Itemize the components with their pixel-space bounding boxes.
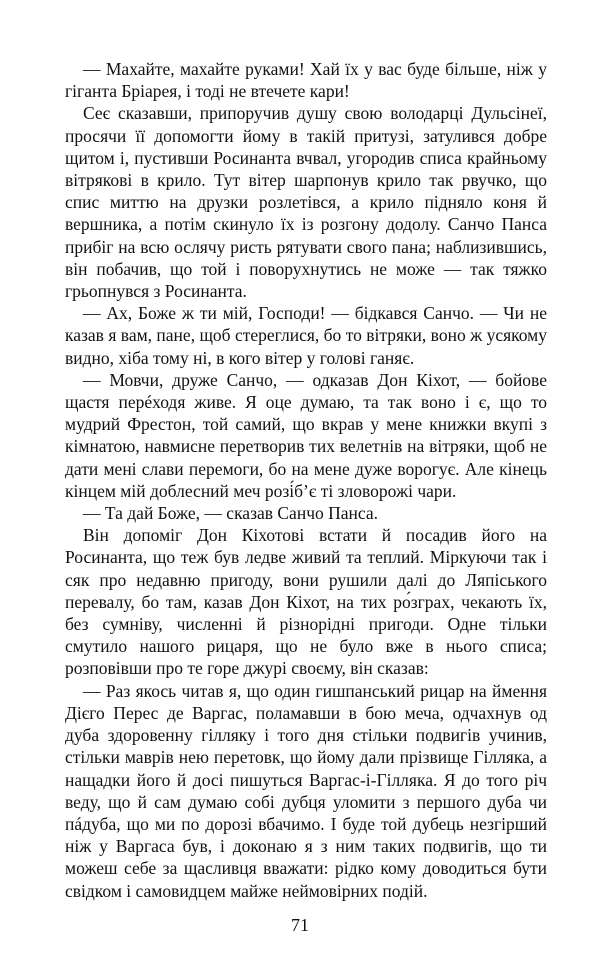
paragraph: Сеє сказавши, припоручив душу свою володарці Дульсінеї, просячи її допомогти йому в такій притузі, затулився добре щитом і, пустивши Росинанта вчвал, угородив списа крайньому вітрякові в крило. Тут вітер шарпонув крило так рвучко, що спис миттю на друзки розлетівся, а крило підняло коня й вершника, а потім скинуло їх із розгону додолу. Санчо Панса прибіг на всю ослячу ристь рятувати свого пана; наблизившись, він побачив, що той і поворухнутись не може — так тяжко грьопнувся з Росинанта.: [65, 103, 547, 302]
paragraph: — Мовчи, друже Санчо, — одказав Дон Кіхот, — бойове щастя перéходя живе. Я оце думаю, та так воно і є, що то мудрий Фрестон, той самий, що вкрав у мене книжки вкупі з кімнатою, навмисне перетворив тих велетнів на вітряки, щоб не дати мені слави перемоги, бо на мене дуже ворогує. Але кінець кінцем мій доблесний меч розі́б’є ті зловорожі чари.: [65, 369, 547, 501]
paragraph: — Та дай Боже, — сказав Санчо Панса.: [83, 503, 379, 524]
page-text: [65, 58, 547, 902]
paragraph: — Махайте, махайте руками! Хай їх у вас буде більше, ніж у гіганта Бріарея, і тоді не втечете кари!: [65, 59, 547, 102]
paragraph: — Раз якось читав я, що один гишпанський рицар на ймення Дієго Перес де Варгас, поламавши в бою меча, одчахнув од дуба здоровенну гілляку і того дня стільки подвигів учинив, стільки маврів нею перетовк, що йому дали прізвище Гілляка, а нащадки його й досі пишуться Варгас-і-Гілляка. Я до того річ веду, що й сам думаю собі дубця уломити з першого дуба чи пáдуба, що ми по дорозі вбачимо. І буде той дубець незгірший ніж у Варгаса був, і доконаю я з ним таких подвигів, що ти можеш себе за щасливця вважати: рідко кому доводиться бути свідком і самовидцем майже неймовірних подій.: [65, 680, 547, 901]
paragraph: Він допоміг Дон Кіхотові встати й посадив його на Росинанта, що теж був ледве живий та теплий. Міркуючи так і сяк про недавню пригоду, вони рушили далі до Ляпіського перевалу, бо там, казав Дон Кіхот, на тих ро́зграх, чекають їх, без сумніву, численні й різнорідні пригоди. Одне тільки смутило нашого рицаря, що не було вже в нього списа; розповівши про те горе джурі своєму, він сказав:: [65, 525, 547, 679]
page-number: 71: [291, 915, 309, 935]
paragraph: — Ах, Боже ж ти мій, Господи! — бідкався Санчо. — Чи не казав я вам, пане, щоб стереглися, бо то вітряки, воно ж усякому видно, хіба тому ні, в кого вітер у голові ганяє.: [65, 303, 547, 368]
